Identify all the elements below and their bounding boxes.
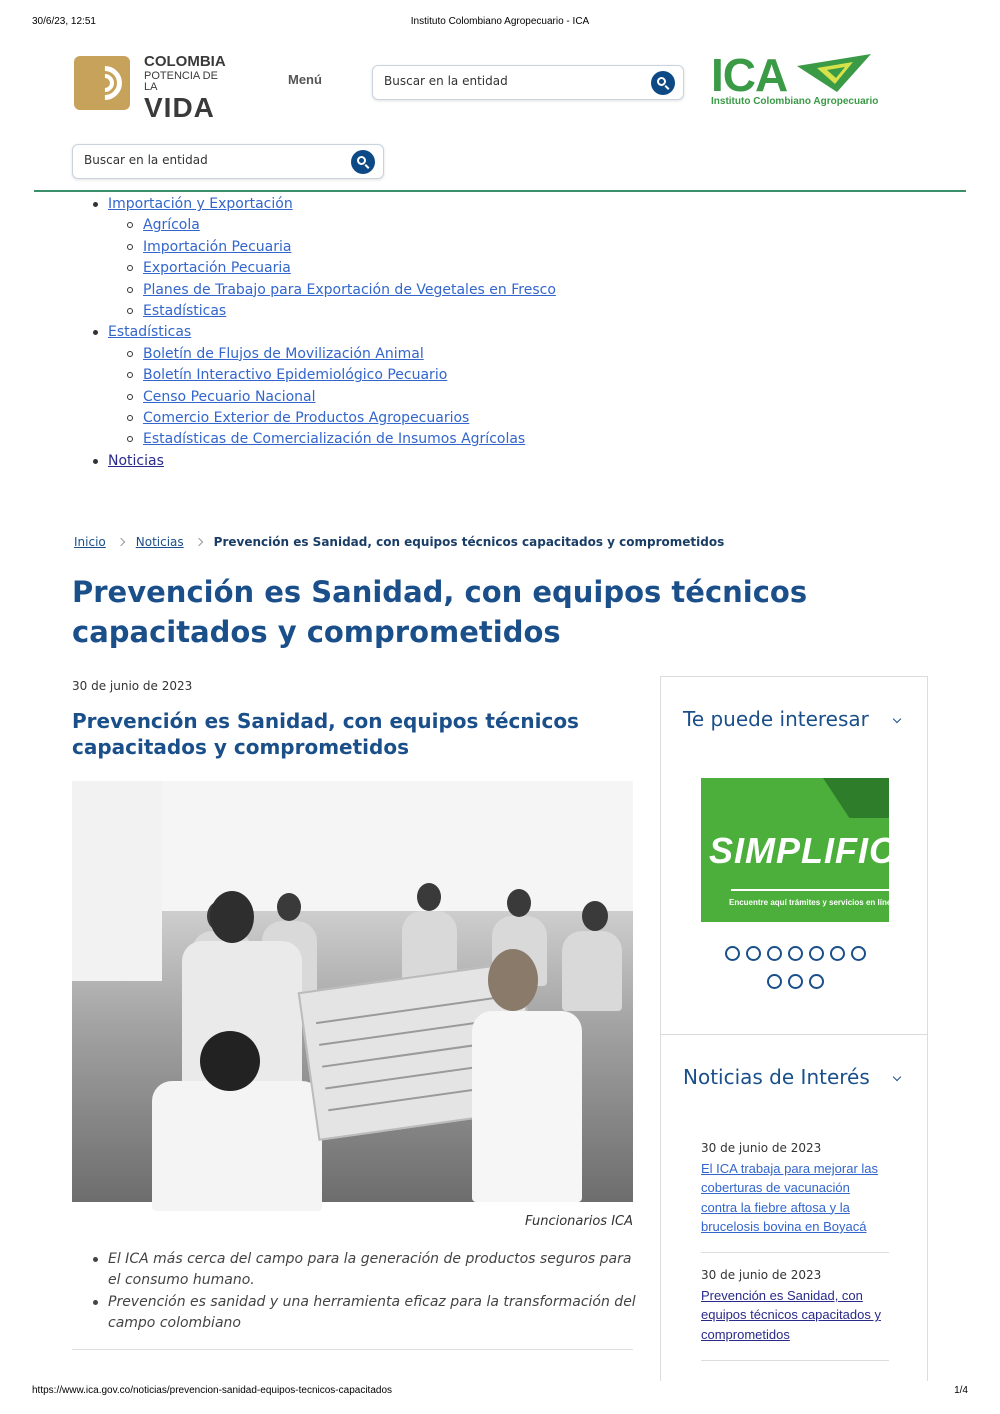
carousel-dot[interactable] [788, 974, 803, 989]
menu-toggle[interactable]: Menú [288, 72, 322, 87]
news-link[interactable]: Prevención es Sanidad, con equipos técnicos capacitados y comprometidos [701, 1288, 881, 1342]
banner-headline: SIMPLIFICA [709, 830, 923, 871]
news-date: 30 de junio de 2023 [701, 1141, 822, 1155]
logo-line-1: COLOMBIA [144, 53, 226, 70]
nav-link-importacion-pecuaria[interactable]: Importación Pecuaria [143, 238, 292, 255]
ica-logo-leaf-icon [797, 54, 871, 96]
print-page-title: Instituto Colombiano Agropecuario - ICA [410, 16, 590, 27]
carousel-dot[interactable] [809, 974, 824, 989]
nav-link-importacion-exportacion[interactable]: Importación y Exportación [108, 196, 293, 212]
print-page-number: 1/4 [954, 1385, 968, 1396]
header-search-button[interactable] [651, 71, 675, 95]
carousel-dot[interactable] [725, 946, 740, 961]
content-divider [72, 1349, 633, 1350]
chevron-down-icon[interactable] [893, 715, 901, 723]
nav-link-estadisticas[interactable]: Estadísticas [108, 324, 192, 341]
carousel-dot[interactable] [851, 946, 866, 961]
chevron-down-icon[interactable] [893, 1073, 901, 1081]
colombia-logo-mark-icon [74, 56, 130, 110]
simplifica-banner[interactable] [701, 778, 923, 922]
nav-link-agricola[interactable]: Agrícola [143, 217, 200, 234]
carousel-dot[interactable] [767, 946, 782, 961]
nav-link-insumos-agricolas[interactable]: Estadísticas de Comercialización de Insumos Agrícolas [143, 431, 526, 448]
carousel-dot[interactable] [746, 946, 761, 961]
chevron-right-icon [117, 538, 125, 546]
article-date: 30 de junio de 2023 [72, 679, 193, 693]
breadcrumb-home[interactable]: Inicio [74, 535, 106, 549]
page-title: Prevención es Sanidad, con equipos técnicos capacitados y comprometidos [72, 575, 808, 649]
interest-title: Te puede interesar [683, 707, 869, 731]
header-search-input[interactable] [384, 74, 624, 88]
carousel-dots [701, 939, 889, 995]
highlight-item: Prevención es sanidad y una herramienta eficaz para la transformación del campo colombiano [108, 1292, 638, 1335]
secondary-search-button[interactable] [351, 150, 375, 174]
print-url: https://www.ica.gov.co/noticias/prevencion-sanidad-equipos-tecnicos-capacitados [32, 1385, 393, 1396]
nav-item-noticias [108, 451, 556, 472]
article-highlights [108, 1249, 638, 1335]
ica-logo-word: ICA [711, 49, 788, 101]
carousel-dot[interactable] [830, 946, 845, 961]
article-photo [72, 781, 633, 1202]
nav-link-exportacion-pecuaria[interactable]: Exportación Pecuaria [143, 260, 291, 277]
carousel-dot[interactable] [767, 974, 782, 989]
print-footer [32, 1385, 968, 1399]
nav-link-censo-pecuario[interactable]: Censo Pecuario Nacional [143, 388, 316, 405]
article-subtitle: Prevención es Sanidad, con equipos técnicos capacitados y comprometidos [72, 709, 579, 759]
header-divider [34, 190, 966, 192]
news-item [701, 1141, 889, 1253]
news-date: 30 de junio de 2023 [701, 1268, 822, 1282]
carousel-dot[interactable] [809, 946, 824, 961]
breadcrumb [74, 535, 724, 549]
chevron-right-icon [194, 538, 202, 546]
nav-link-planes-trabajo[interactable]: Planes de Trabajo para Exportación de Vegetales en Fresco [143, 281, 556, 298]
print-header [32, 16, 968, 30]
sidebar [660, 676, 928, 1381]
nav-item-importacion-exportacion [108, 194, 556, 322]
photo-caption: Funcionarios ICA [525, 1214, 633, 1229]
ica-logo[interactable] [711, 49, 879, 110]
print-timestamp: 30/6/23, 12:51 [32, 16, 96, 27]
nav-link-comercio-exterior[interactable]: Comercio Exterior de Productos Agropecuarios [143, 410, 470, 427]
carousel-dot[interactable] [788, 946, 803, 961]
logo-line-2: POTENCIA DE LA [144, 70, 218, 93]
breadcrumb-current: Prevención es Sanidad, con equipos técnicos capacitados y comprometidos [213, 535, 725, 549]
secondary-search-input[interactable] [84, 153, 324, 167]
header-search-bar [372, 65, 684, 100]
news-of-interest-title: Noticias de Interés [683, 1065, 870, 1089]
main-nav-list [108, 194, 556, 472]
news-item [701, 1268, 889, 1361]
nav-link-boletin-flujos[interactable]: Boletín de Flujos de Movilización Animal [143, 345, 424, 362]
news-link[interactable]: El ICA trabaja para mejorar las coberturas de vacunación contra la fiebre aftosa y la brucelosis bovina en Boyacá [701, 1161, 879, 1234]
colombia-gov-logo[interactable] [74, 53, 234, 123]
secondary-search-bar [72, 144, 384, 179]
highlight-item: El ICA más cerca del campo para la generación de productos seguros para el consumo humano. [108, 1249, 638, 1292]
ica-logo-subtitle: Instituto Colombiano Agropecuario [711, 96, 879, 107]
nav-item-estadisticas [108, 322, 556, 450]
nav-link-estadisticas-import[interactable]: Estadísticas [143, 303, 227, 320]
logo-line-3: VIDA [144, 92, 215, 123]
breadcrumb-noticias[interactable]: Noticias [135, 535, 184, 549]
nav-link-boletin-epidemiologico[interactable]: Boletín Interactivo Epidemiológico Pecuario [143, 367, 448, 384]
nav-link-noticias[interactable]: Noticias [108, 452, 164, 469]
banner-tagline: Encuentre aquí trámites y servicios en línea [729, 898, 896, 907]
